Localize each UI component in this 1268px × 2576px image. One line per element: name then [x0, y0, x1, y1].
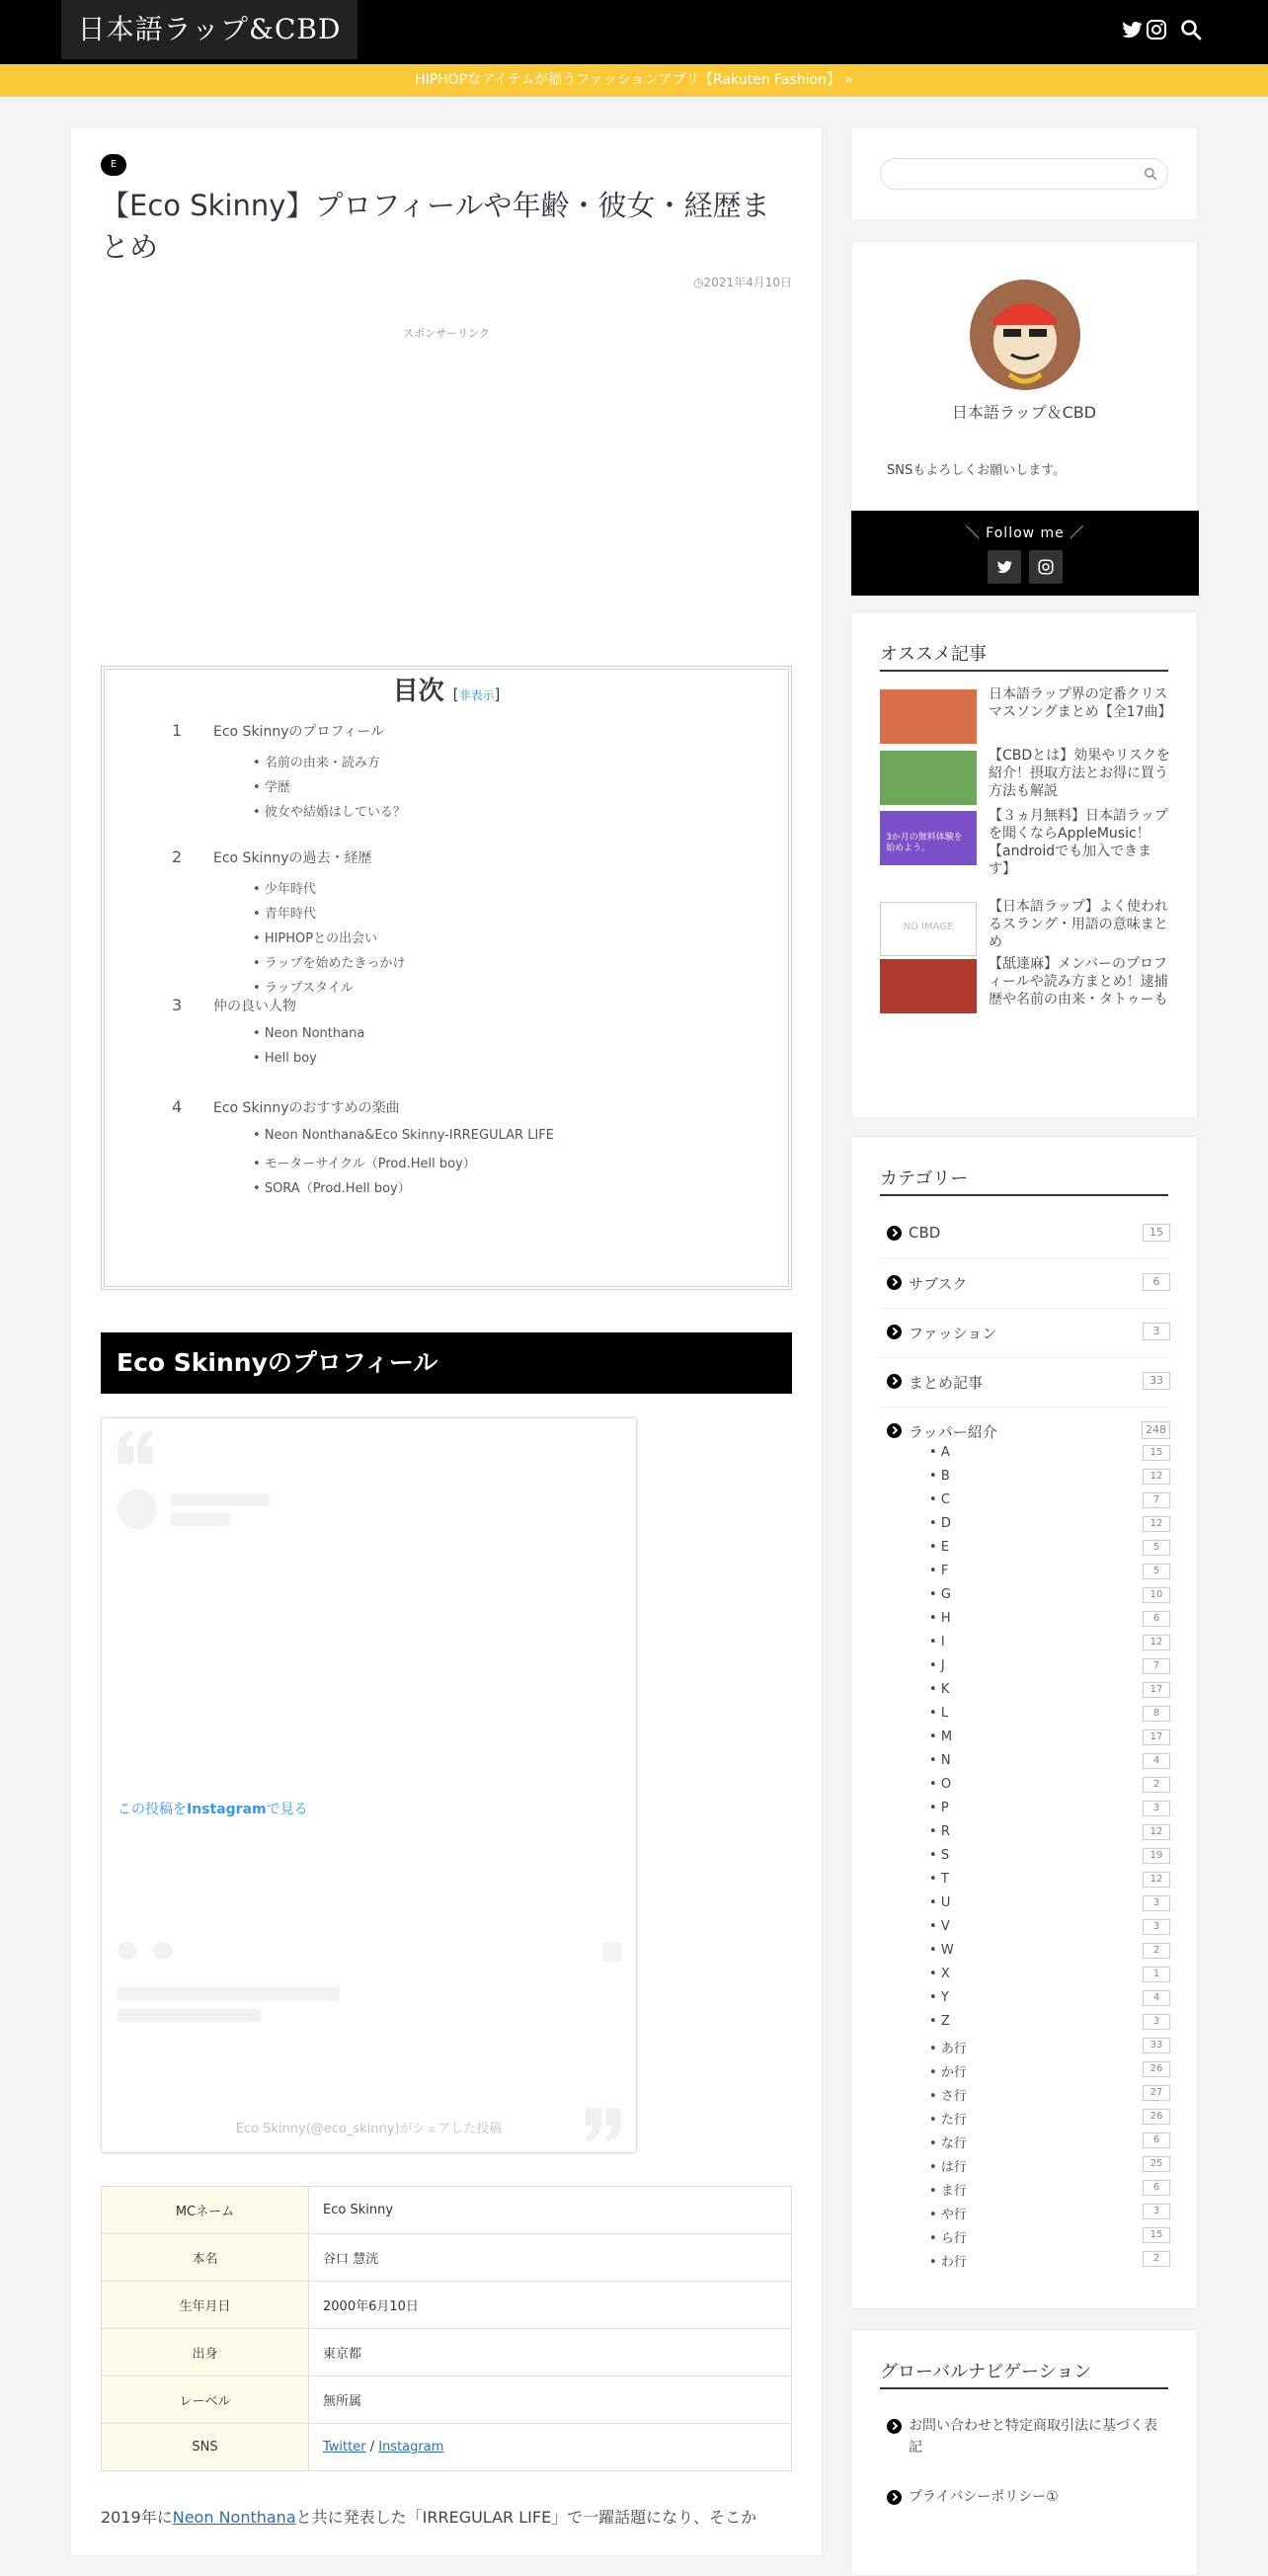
subcategory-item[interactable] — [880, 1538, 1170, 1562]
site-logo[interactable]: 日本語ラップ&CBD — [61, 0, 357, 59]
subcategory-name[interactable]: • C — [929, 1492, 950, 1507]
subcategory-item[interactable] — [880, 2012, 1170, 2036]
table-key: MCネーム — [102, 2187, 309, 2234]
instagram-link[interactable]: Instagram — [378, 2440, 444, 2455]
instagram-icon[interactable] — [1145, 18, 1168, 41]
subcategory-count: 3 — [1143, 2204, 1170, 2219]
subcategory-name[interactable]: • S — [929, 1848, 949, 1863]
subcategory-count: 19 — [1143, 1848, 1170, 1864]
subcategory-count: 12 — [1143, 1516, 1170, 1532]
subcategory-name[interactable]: • F — [929, 1564, 948, 1578]
subcategory-count: 3 — [1143, 1919, 1170, 1935]
subcategory-name[interactable]: • O — [929, 1777, 951, 1792]
text-placeholder — [118, 2009, 261, 2022]
subcategory-count: 3 — [1143, 1801, 1170, 1816]
global-nav-link[interactable]: プライバシーポリシー① — [909, 2489, 1059, 2505]
toc-subsection-link[interactable]: • SORA（Prod.Hell boy） — [253, 1177, 411, 1196]
subcategory-name[interactable]: • あ行 — [929, 2038, 967, 2056]
subcategory-name[interactable]: • G — [929, 1587, 951, 1602]
subcategory-item[interactable] — [880, 1917, 1170, 1941]
category-item[interactable] — [880, 1210, 1170, 1259]
subcategory-count: 12 — [1143, 1635, 1170, 1650]
avatar-placeholder — [118, 1489, 157, 1529]
recommend-title[interactable]: 【日本語ラップ】よく使われるスラング・用語の意味まとめ — [989, 899, 1168, 950]
subcategory-count: 3 — [1143, 1895, 1170, 1911]
table-row — [102, 2376, 792, 2424]
post-date: ◷2021年4月10日 — [693, 276, 792, 289]
toc-section-link[interactable]: Eco Skinnyのおすすめの楽曲 — [213, 1100, 400, 1116]
subcategory-item[interactable] — [880, 1443, 1170, 1467]
toc-subsection-link[interactable]: • Neon Nonthana — [253, 1026, 364, 1041]
subcategory-count: 12 — [1143, 1872, 1170, 1888]
sponsor-label: スポンサーリンク — [403, 327, 490, 340]
text-placeholder — [171, 1513, 230, 1526]
global-nav-link[interactable]: お問い合わせと特定商取引法に基づく表記 — [909, 2418, 1157, 2455]
subcategory-item[interactable] — [880, 1585, 1170, 1609]
promo-banner[interactable]: HIPHOPなアイテムが揃うファッションアプリ【Rakuten Fashion】 » — [0, 64, 1268, 97]
category-name[interactable]: CBD — [909, 1224, 941, 1242]
instagram-icon — [1037, 558, 1055, 576]
toc-subsection-link[interactable]: • 学歴 — [253, 776, 290, 795]
chevron-right-icon — [887, 2490, 902, 2505]
category-count: 15 — [1143, 1224, 1170, 1242]
subcategory-item[interactable] — [880, 1775, 1170, 1799]
search-input[interactable] — [880, 158, 1168, 190]
subcategory-count: 33 — [1143, 2038, 1170, 2053]
subcategory-item[interactable] — [880, 1893, 1170, 1917]
clock-icon: ◷ — [693, 276, 704, 289]
neon-nonthana-link[interactable]: Neon Nonthana — [172, 2508, 296, 2527]
recommend-thumbnail[interactable] — [880, 959, 977, 1013]
toc-section-link[interactable]: Eco Skinnyのプロフィール — [213, 724, 385, 740]
subcategory-name[interactable]: • Y — [929, 1990, 949, 2005]
subcategory-item[interactable] — [880, 2178, 1170, 2202]
subcategory-name[interactable]: • X — [929, 1967, 950, 1981]
instagram-caption: Eco Skinny(@eco_skinny)がシェアした投稿 — [235, 2122, 503, 2136]
recommend-thumbnail[interactable] — [880, 689, 977, 744]
table-key: レーベル — [102, 2376, 309, 2424]
category-item[interactable] — [880, 1309, 1170, 1358]
subcategory-item[interactable] — [880, 1562, 1170, 1585]
subcategory-name[interactable]: • W — [929, 1943, 954, 1958]
subcategory-item[interactable] — [880, 1467, 1170, 1490]
table-row — [102, 2329, 792, 2376]
subcategory-item[interactable] — [880, 1609, 1170, 1633]
quote-icon — [116, 1430, 155, 1464]
subcategory-item[interactable] — [880, 1656, 1170, 1680]
recommend-item[interactable] — [880, 956, 1170, 1016]
subcategory-name[interactable]: • R — [929, 1824, 950, 1839]
subcategory-item[interactable] — [880, 2107, 1170, 2131]
profile-table — [101, 2186, 792, 2471]
category-count: 248 — [1142, 1421, 1170, 1439]
subcategory-item[interactable] — [880, 1751, 1170, 1775]
category-widget — [850, 1136, 1198, 2309]
subcategory-count: 12 — [1143, 1469, 1170, 1485]
table-key: SNS — [102, 2424, 309, 2471]
subcategory-name[interactable]: • J — [929, 1658, 945, 1673]
subcategory-count: 5 — [1143, 1564, 1170, 1579]
toc-subsection-link[interactable]: • Hell boy — [253, 1051, 317, 1066]
subcategory-item[interactable] — [880, 2083, 1170, 2107]
subcategory-item[interactable] — [880, 1870, 1170, 1893]
subcategory-name[interactable]: • H — [929, 1611, 951, 1626]
heart-icon — [118, 1942, 137, 1960]
subcategory-count: 6 — [1143, 2133, 1170, 2148]
subcategory-name[interactable]: • T — [929, 1872, 949, 1887]
twitter-icon[interactable] — [1120, 18, 1144, 41]
subcategory-count: 7 — [1143, 1658, 1170, 1674]
section-heading: Eco Skinnyのプロフィール — [101, 1332, 792, 1394]
subcategory-count: 6 — [1143, 1611, 1170, 1627]
subcategory-count: 26 — [1143, 2109, 1170, 2125]
article-card — [70, 126, 823, 2556]
twitter-link[interactable]: Twitter — [323, 2440, 366, 2455]
search-icon[interactable] — [1179, 18, 1203, 41]
table-row — [102, 2282, 792, 2329]
widget-title: グローバルナビゲーション — [880, 2358, 1168, 2389]
recommend-thumbnail[interactable] — [880, 751, 977, 805]
subcategory-count: 17 — [1143, 1682, 1170, 1698]
table-row — [102, 2424, 792, 2471]
toc-subsection-link[interactable]: • 青年時代 — [253, 903, 316, 922]
subcategory-name[interactable]: • D — [929, 1516, 951, 1531]
subcategory-count: 8 — [1143, 1706, 1170, 1722]
profile-description: SNSもよろしくお願いします。 — [887, 463, 1067, 478]
table-value: 東京都 — [309, 2329, 792, 2376]
category-name[interactable]: ファッション — [909, 1325, 997, 1342]
toc-number: 2 — [172, 847, 183, 866]
subcategory-item[interactable] — [880, 1680, 1170, 1704]
global-nav-widget — [850, 2329, 1198, 2576]
subcategory-name[interactable]: • I — [929, 1635, 945, 1650]
subcategory-count: 10 — [1143, 1587, 1170, 1603]
subcategory-count: 25 — [1143, 2156, 1170, 2172]
subcategory-item[interactable] — [880, 2249, 1170, 2273]
category-badge[interactable]: E — [101, 154, 126, 176]
toc-number: 1 — [172, 721, 183, 740]
toc-subsection-link[interactable]: • モーターサイクル（Prod.Hell boy） — [253, 1153, 476, 1171]
subcategory-name[interactable]: • わ行 — [929, 2251, 967, 2270]
chevron-right-icon — [887, 2419, 902, 2434]
follow-box — [851, 511, 1199, 596]
toc-title: 目次 — [392, 677, 444, 706]
quote-close-icon — [584, 2108, 623, 2141]
subcategory-item[interactable] — [880, 2131, 1170, 2154]
table-value: 2000年6月10日 — [309, 2282, 792, 2329]
chevron-right-icon — [887, 1374, 902, 1389]
subcategory-count: 15 — [1143, 2227, 1170, 2243]
table-of-contents — [101, 666, 792, 1290]
chevron-right-icon — [887, 1325, 902, 1339]
subcategory-name[interactable]: • K — [929, 1682, 949, 1697]
bookmark-icon — [603, 1942, 621, 1962]
recommend-widget — [850, 611, 1198, 1118]
toc-subsection-link[interactable]: • ラップスタイル — [253, 977, 354, 996]
subcategory-item[interactable] — [880, 2154, 1170, 2178]
subcategory-item[interactable] — [880, 1799, 1170, 1822]
site-header — [0, 0, 1268, 64]
subcategory-name[interactable]: • Z — [929, 2014, 950, 2029]
toc-subsection-link[interactable]: • Neon Nonthana&Eco Skinny-IRREGULAR LIFE — [253, 1128, 554, 1143]
subcategory-name[interactable]: • M — [929, 1730, 952, 1744]
subcategory-item[interactable] — [880, 1514, 1170, 1538]
subcategory-name[interactable]: • B — [929, 1469, 950, 1484]
subcategory-item[interactable] — [880, 1633, 1170, 1656]
separator: / — [365, 2440, 379, 2455]
recommend-thumbnail[interactable] — [880, 811, 977, 865]
subcategory-item[interactable] — [880, 2202, 1170, 2225]
subcategory-count: 27 — [1143, 2085, 1170, 2101]
subcategory-item[interactable] — [880, 1846, 1170, 1870]
subcategory-name[interactable]: • E — [929, 1540, 949, 1555]
category-name[interactable]: まとめ記事 — [909, 1374, 984, 1392]
table-value: 谷口 慧洸 — [309, 2234, 792, 2282]
recommend-title[interactable]: 日本語ラップ界の定番クリスマスソングまとめ【全17曲】 — [989, 686, 1172, 720]
profile-name: 日本語ラップ＆CBD — [951, 403, 1097, 422]
recommend-thumbnail[interactable] — [880, 902, 977, 956]
subcategory-count: 12 — [1143, 1824, 1170, 1840]
category-count: 3 — [1143, 1323, 1170, 1340]
table-row — [102, 2187, 792, 2234]
subcategory-item[interactable] — [880, 1704, 1170, 1728]
subcategory-item[interactable] — [880, 2225, 1170, 2249]
widget-title: オススメ記事 — [880, 640, 1168, 672]
toc-subsection-link[interactable]: • 名前の由来・読み方 — [253, 752, 380, 770]
category-name[interactable]: サブスク — [909, 1275, 968, 1293]
table-value: 無所属 — [309, 2376, 792, 2424]
chevron-right-icon — [887, 1226, 902, 1241]
table-key: 生年月日 — [102, 2282, 309, 2329]
table-value: Eco Skinny — [309, 2187, 792, 2234]
subcategory-name[interactable]: • ま行 — [929, 2180, 967, 2199]
profile-widget — [850, 241, 1198, 596]
subcategory-count: 2 — [1143, 1943, 1170, 1959]
thumbnail-text: 3か月の無料体験を始めよう。 — [886, 833, 963, 853]
subcategory-item[interactable] — [880, 2059, 1170, 2083]
subcategory-count: 7 — [1143, 1492, 1170, 1508]
subcategory-item[interactable] — [880, 1728, 1170, 1751]
table-row — [102, 2234, 792, 2282]
subcategory-name[interactable]: • N — [929, 1753, 951, 1768]
instagram-view-link[interactable]: この投稿をInstagramで見る — [118, 1802, 308, 1817]
subcategory-count: 15 — [1143, 1445, 1170, 1461]
subcategory-count: 5 — [1143, 1540, 1170, 1556]
subcategory-count: 4 — [1143, 1990, 1170, 2006]
subcategory-count: 2 — [1143, 2251, 1170, 2267]
toc-header: 目次 [非表示] — [392, 677, 501, 706]
subcategory-name[interactable]: • さ行 — [929, 2085, 967, 2104]
toc-number: 3 — [172, 996, 183, 1014]
subcategory-count: 4 — [1143, 1753, 1170, 1769]
subcategory-name[interactable]: • A — [929, 1445, 950, 1460]
subcategory-count: 26 — [1143, 2061, 1170, 2077]
subcategory-name[interactable]: • や行 — [929, 2204, 967, 2222]
subcategory-name[interactable]: • は行 — [929, 2156, 967, 2175]
toc-subsection-link[interactable]: • HIPHOPとの出会い — [253, 927, 377, 946]
subcategory-count: 17 — [1143, 1730, 1170, 1745]
category-item[interactable] — [880, 1358, 1170, 1408]
widget-title: カテゴリー — [880, 1165, 1168, 1196]
follow-label: ＼ Follow me ／ — [965, 525, 1085, 541]
subcategory-count: 2 — [1143, 1777, 1170, 1793]
category-name[interactable]: ラッパー紹介 — [909, 1423, 997, 1441]
toc-section-link[interactable]: Eco Skinnyの過去・経歴 — [213, 850, 372, 866]
category-count: 33 — [1143, 1372, 1170, 1390]
subcategory-name[interactable]: • な行 — [929, 2133, 967, 2151]
subcategory-name[interactable]: • か行 — [929, 2061, 967, 2080]
recommend-item[interactable] — [880, 686, 1172, 747]
toc-toggle-link[interactable]: 非表示 — [458, 688, 495, 702]
chevron-right-icon — [887, 1423, 902, 1438]
recommend-title[interactable]: 【３ヵ月無料】日本語ラップを聞くならAppleMusic！【androidでも加入できます】 — [989, 808, 1168, 877]
instagram-embed[interactable] — [101, 1417, 637, 2153]
comment-icon — [153, 1942, 173, 1960]
subcategory-name[interactable]: • V — [929, 1919, 950, 1934]
text-placeholder — [171, 1493, 270, 1506]
subcategory-count: 6 — [1143, 2180, 1170, 2196]
subcategory-item[interactable] — [880, 1490, 1170, 1514]
subcategory-name[interactable]: • L — [929, 1706, 948, 1721]
table-value — [309, 2424, 792, 2471]
instagram-follow-button[interactable] — [1029, 550, 1063, 584]
recommend-item[interactable] — [880, 808, 1170, 877]
search-widget — [850, 126, 1198, 220]
subcategory-name[interactable]: • U — [929, 1895, 950, 1910]
twitter-icon — [995, 558, 1013, 576]
subcategory-count: 1 — [1143, 1967, 1170, 1982]
no-image-label: NO IMAGE — [903, 922, 954, 932]
subcategory-item[interactable] — [880, 1941, 1170, 1965]
subcategory-count: 3 — [1143, 2014, 1170, 2030]
subcategory-name[interactable]: • た行 — [929, 2109, 967, 2128]
search-icon[interactable] — [1144, 167, 1157, 181]
profile-avatar — [970, 280, 1080, 390]
category-item[interactable] — [880, 1259, 1170, 1309]
article-paragraph: 2019年にNeon Nonthanaと共に発表した「IRREGULAR LIFE」で一躍話題になり、そこか — [101, 2508, 757, 2527]
subcategory-item[interactable] — [880, 1965, 1170, 1988]
subcategory-item[interactable] — [880, 2036, 1170, 2059]
article-title: 【Eco Skinny】プロフィールや年齢・彼女・経歴まとめ — [101, 189, 770, 264]
toc-section-link[interactable]: 仲の良い人物 — [213, 999, 296, 1014]
text-placeholder — [118, 1987, 340, 2001]
table-key: 出身 — [102, 2329, 309, 2376]
category-count: 6 — [1143, 1273, 1170, 1291]
subcategory-name[interactable]: • ら行 — [929, 2227, 967, 2246]
subcategory-name[interactable]: • P — [929, 1801, 949, 1815]
twitter-follow-button[interactable] — [988, 550, 1021, 584]
toc-number: 4 — [172, 1097, 183, 1116]
subcategory-item[interactable] — [880, 1988, 1170, 2012]
chevron-right-icon — [887, 1275, 902, 1290]
subcategory-item[interactable] — [880, 1822, 1170, 1846]
toc-subsection-link[interactable]: • ラップを始めたきっかけ — [253, 952, 406, 971]
toc-subsection-link[interactable]: • 彼女や結婚はしている？ — [253, 801, 406, 820]
recommend-item[interactable] — [880, 748, 1170, 808]
recommend-item[interactable] — [880, 899, 1170, 959]
recommend-title[interactable]: 【舐達麻】メンバーのプロフィールや読み方まとめ！逮捕歴や名前の由来・タトゥーも — [989, 956, 1168, 1007]
toc-subsection-link[interactable]: • 少年時代 — [253, 878, 316, 897]
recommend-title[interactable]: 【CBDとは】効果やリスクを紹介！摂取方法とお得に買う方法も解説 — [989, 748, 1170, 799]
table-key: 本名 — [102, 2234, 309, 2282]
